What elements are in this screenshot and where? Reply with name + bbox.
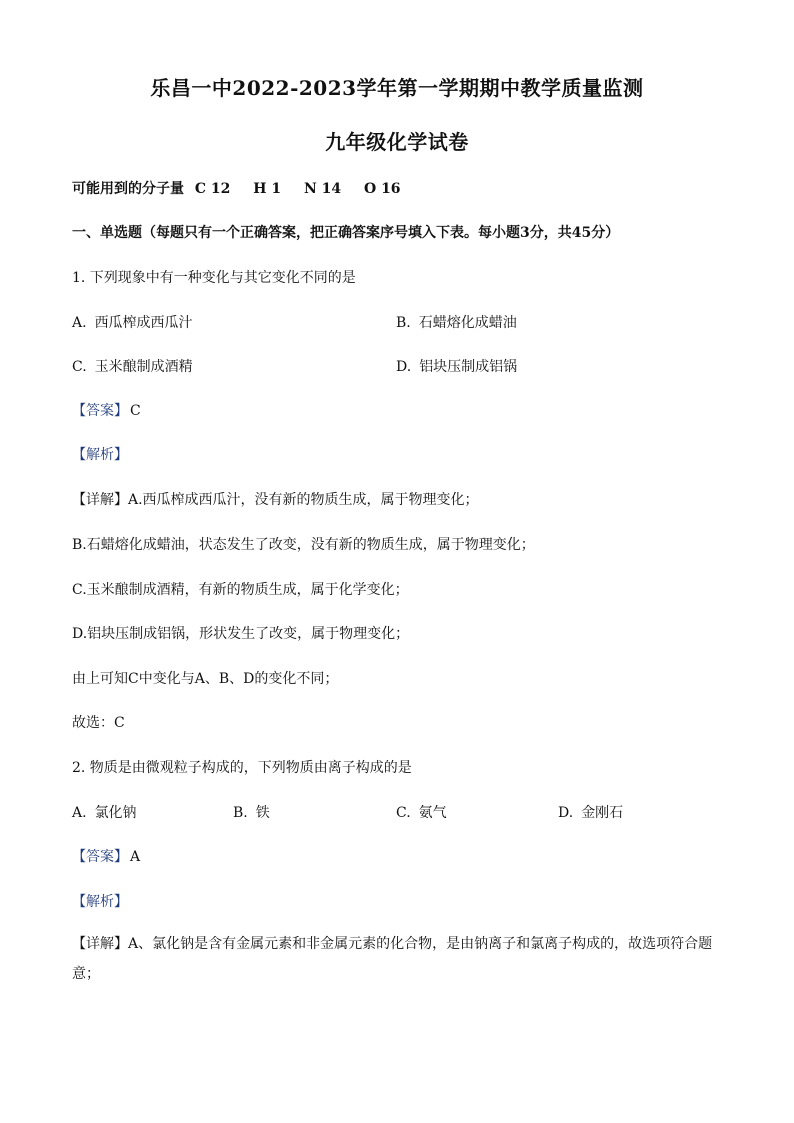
q1-option-c-text: 玉米酿制成酒精	[94, 359, 193, 375]
q1-option-b	[396, 312, 517, 332]
q2-answer	[72, 846, 140, 866]
question-2-stem: 2. 物质是由微观粒子构成的，下列物质由离子构成的是	[72, 760, 412, 776]
q1-answer-label: 【答案】	[72, 403, 128, 419]
q1-detail-line-1	[72, 489, 479, 509]
molecular-mass-h: H 1	[253, 181, 282, 197]
question-1-stem: 1. 下列现象中有一种变化与其它变化不同的是	[72, 270, 356, 286]
molecular-mass-c: C 12	[194, 181, 231, 197]
q2-detail-label: 【详解】	[72, 936, 128, 952]
q2-option-b-text: 铁	[255, 805, 270, 821]
q1-option-d	[396, 356, 517, 376]
q2-answer-label: 【答案】	[72, 849, 128, 865]
molecular-mass-o: O 16	[364, 181, 401, 197]
q2-detail-paragraph	[72, 929, 722, 989]
q1-detail-line-2: B.石蜡熔化成蜡油，状态发生了改变，没有新的物质生成，属于物理变化；	[72, 537, 535, 553]
q2-option-d-letter: D.	[558, 805, 574, 821]
q1-option-a	[72, 312, 193, 332]
q2-option-d-text: 金刚石	[581, 805, 624, 821]
q1-option-d-letter: D.	[396, 359, 412, 375]
q2-analysis-label: 【解析】	[72, 894, 128, 910]
q1-detail-text-1: A.西瓜榨成西瓜汁，没有新的物质生成，属于物理变化；	[128, 492, 479, 508]
q1-detail-line-3: C.玉米酿制成酒精，有新的物质生成，属于化学变化；	[72, 582, 409, 598]
q1-option-d-text: 铝块压制成铝锅	[419, 359, 518, 375]
q2-option-a	[72, 802, 137, 822]
molecular-mass-n: N 14	[303, 181, 342, 197]
q1-detail-line-6: 故选：C	[72, 715, 125, 731]
q1-answer	[72, 400, 141, 420]
q1-option-a-text: 西瓜榨成西瓜汁	[94, 315, 193, 331]
q2-option-c	[396, 802, 447, 822]
page-subtitle: 九年级化学试卷	[325, 130, 469, 154]
q1-detail-line-4: D.铝块压制成铝锅，形状发生了改变，属于物理变化；	[72, 626, 410, 642]
molecular-mass-label: 可能用到的分子量	[72, 181, 184, 197]
q1-detail-line-5: 由上可知C中变化与A、B、D的变化不同；	[72, 671, 339, 687]
page-title: 乐昌一中2022-2023学年第一学期期中教学质量监测	[150, 76, 644, 100]
q1-analysis-label: 【解析】	[72, 447, 128, 463]
q2-option-c-text: 氨气	[418, 805, 447, 821]
q1-option-b-letter: B.	[396, 315, 411, 331]
q2-option-b-letter: B.	[233, 805, 248, 821]
q1-option-c	[72, 356, 193, 376]
q2-answer-value: A	[130, 849, 141, 865]
q2-option-b	[233, 802, 270, 822]
section-heading: 一、单选题（每题只有一个正确答案，把正确答案序号填入下表。每小题3分，共45分）	[72, 225, 620, 241]
q1-option-c-letter: C.	[72, 359, 87, 375]
q1-answer-value: C	[130, 403, 141, 419]
q2-option-c-letter: C.	[396, 805, 411, 821]
q2-option-d	[558, 802, 623, 822]
q2-option-a-letter: A.	[72, 805, 87, 821]
q2-option-a-text: 氯化钠	[94, 805, 137, 821]
q1-detail-label: 【详解】	[72, 492, 128, 508]
q1-option-b-text: 石蜡熔化成蜡油	[418, 315, 517, 331]
q2-detail-text: A、氯化钠是含有金属元素和非金属元素的化合物，是由钠离子和氯离子构成的，故选项符合题意；	[72, 936, 713, 982]
q1-option-a-letter: A.	[72, 315, 87, 331]
molecular-mass-line	[72, 178, 419, 198]
